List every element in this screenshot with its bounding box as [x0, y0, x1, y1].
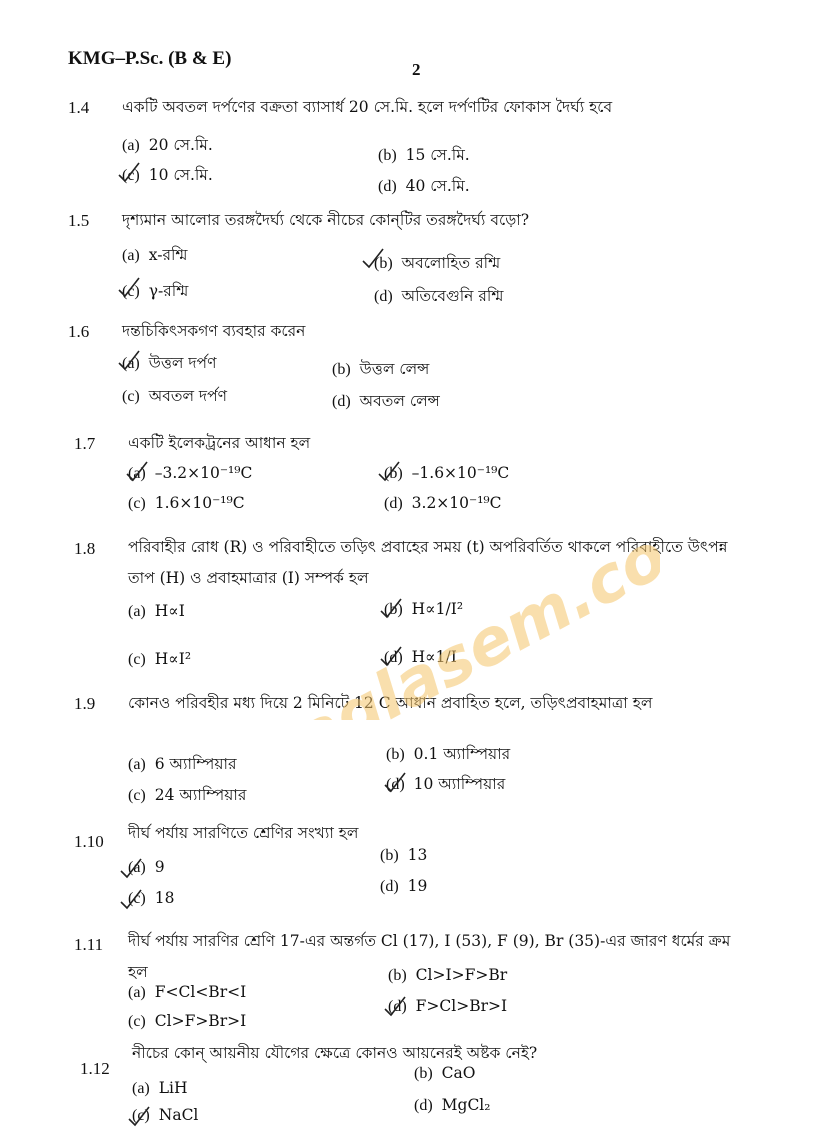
option-c[interactable]: (c) অবতল দর্পণ: [122, 387, 227, 405]
option-d[interactable]: (d) 19: [380, 877, 428, 895]
option-a[interactable]: (a) 9: [128, 858, 165, 876]
option-b[interactable]: (b) 13: [380, 846, 428, 864]
option-b[interactable]: (b) Cl>I>F>Br: [388, 966, 508, 984]
watermark-text: aglasem.com: [283, 487, 660, 720]
option-c[interactable]: (c) 10 সে.মি.: [122, 166, 213, 184]
question-text: দীর্ঘ পর্যায় সারণিতে শ্রেণির সংখ্যা হল: [128, 824, 359, 842]
paper-code: KMG–P.Sc. (B & E): [68, 48, 232, 69]
option-b[interactable]: (b) –1.6×10⁻¹⁹C: [384, 464, 510, 482]
option-a[interactable]: (a) F<Cl<Br<I: [128, 983, 247, 1001]
page-number: 2: [412, 60, 421, 79]
option-d[interactable]: (d) H∝1/I: [384, 648, 457, 666]
question-text: একটি ইলেকট্রনের আধান হল: [128, 434, 311, 452]
option-a[interactable]: (a) –3.2×10⁻¹⁹C: [128, 464, 253, 482]
option-d[interactable]: (d) অতিবেগুনি রশ্মি: [374, 287, 504, 305]
question-number: 1.12: [80, 1059, 110, 1078]
option-b[interactable]: (b) H∝1/I²: [384, 600, 464, 618]
option-a[interactable]: (a) x-রশ্মি: [122, 246, 188, 264]
option-d[interactable]: (d) 3.2×10⁻¹⁹C: [384, 494, 502, 512]
option-c[interactable]: (c) H∝I²: [128, 650, 192, 668]
option-a[interactable]: (a) 6 অ্যাম্পিয়ার: [128, 755, 237, 773]
question-number: 1.11: [74, 935, 104, 954]
option-b[interactable]: (b) CaO: [414, 1064, 476, 1082]
option-c[interactable]: (c) Cl>F>Br>I: [128, 1012, 247, 1030]
option-a[interactable]: (a) উত্তল দর্পণ: [122, 354, 217, 372]
option-c[interactable]: (c) NaCl: [132, 1106, 199, 1124]
question-text: দীর্ঘ পর্যায় সারণির শ্রেণি 17-এর অন্তর্গত Cl (17), I (53), F (9), Br (35)-এর জারণ ধর্মের ক্রম হল: [128, 932, 731, 981]
option-b[interactable]: (b) 0.1 অ্যাম্পিয়ার: [386, 745, 511, 763]
option-c[interactable]: (c) γ-রশ্মি: [122, 282, 189, 300]
option-c[interactable]: (c) 24 অ্যাম্পিয়ার: [128, 786, 247, 804]
option-b[interactable]: (b) উত্তল লেন্স: [332, 360, 430, 378]
option-a[interactable]: (a) LiH: [132, 1079, 188, 1097]
option-a[interactable]: (a) H∝I: [128, 602, 185, 620]
option-b[interactable]: (b) অবলোহিত রশ্মি: [374, 254, 501, 272]
option-a[interactable]: (a) 20 সে.মি.: [122, 136, 213, 154]
question-number: 1.6: [68, 322, 90, 341]
question-number: 1.10: [74, 832, 104, 851]
question-number: 1.7: [74, 434, 96, 453]
option-c[interactable]: (c) 1.6×10⁻¹⁹C: [128, 494, 245, 512]
question-text: দৃশ্যমান আলোর তরঙ্গদৈর্ঘ্য থেকে নীচের কোন্‌টির তরঙ্গদৈর্ঘ্য বড়ো?: [122, 211, 530, 229]
option-d[interactable]: (d) অবতল লেন্স: [332, 392, 440, 410]
question-text: দন্তচিকিৎসকগণ ব্যবহার করেন: [122, 322, 306, 340]
option-b[interactable]: (b) 15 সে.মি.: [378, 146, 470, 164]
question-number: 1.5: [68, 211, 90, 230]
question-text: একটি অবতল দর্পণের বক্রতা ব্যাসার্ধ 20 সে.মি. হলে দর্পণটির ফোকাস দৈর্ঘ্য হবে: [122, 98, 613, 116]
question-text: পরিবাহীর রোধ (R) ও পরিবাহীতে তড়িৎ প্রবাহের সময় (t) অপরিবর্তিত থাকলে পরিবাহীতে উৎপন্ন তাপ (H) ও প্রবাহমাত্রার (I) সম্পর্ক হল: [128, 538, 728, 587]
question-number: 1.8: [74, 539, 96, 558]
question-number: 1.4: [68, 98, 90, 117]
option-d[interactable]: (d) 10 অ্যাম্পিয়ার: [386, 775, 506, 793]
option-c[interactable]: (c) 18: [128, 889, 175, 907]
option-d[interactable]: (d) F>Cl>Br>I: [388, 997, 508, 1015]
option-d[interactable]: (d) 40 সে.মি.: [378, 177, 470, 195]
question-text: কোনও পরিবহীর মধ্য দিয়ে 2 মিনিটে 12 C আধান প্রবাহিত হলে, তড়িৎপ্রবাহমাত্রা হল: [128, 694, 653, 712]
question-number: 1.9: [74, 694, 96, 713]
option-d[interactable]: (d) MgCl₂: [414, 1096, 491, 1114]
question-text: নীচের কোন্‌ আয়নীয় যৌগের ক্ষেত্রে কোনও আয়নেরই অষ্টক নেই?: [132, 1044, 538, 1062]
